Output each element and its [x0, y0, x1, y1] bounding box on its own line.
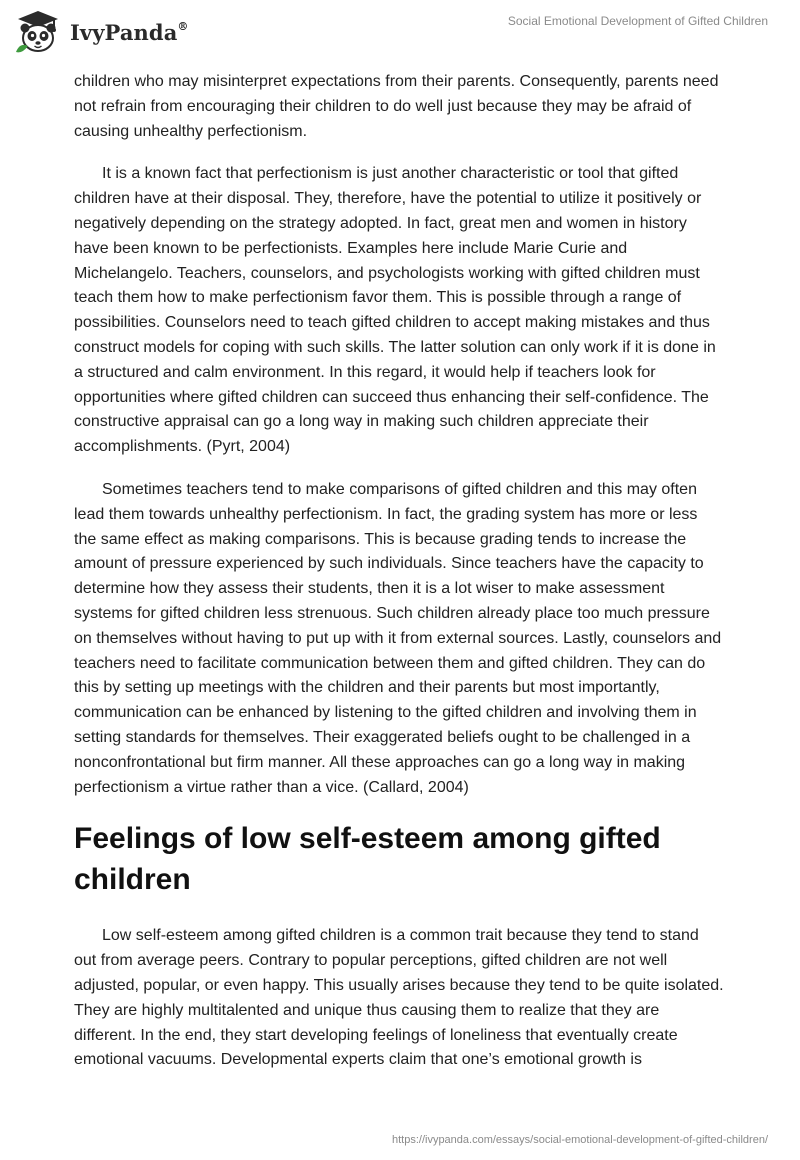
- paragraph: Low self-esteem among gifted children is a common trait because they tend to stand out from average peers. Contrary to popular perceptions, gifted children are not well adjusted, popular, or even happy. This usually arises because they tend to be quite isolated. They are highly multitalented and unique thus causing them to realize that they are different. In the end, they start developing feelings of loneliness that eventually create emotional vacuums. Developmental experts claim that one’s emotional growth is: [74, 927, 724, 1069]
- paragraph: children who may misinterpret expectations from their parents. Consequently, parents need not refrain from encouraging their children to do well just because they may be afraid of causing unhealthy perfectionism.: [74, 73, 719, 140]
- page-header: [0, 0, 800, 64]
- brand-name: IvyPanda®: [70, 19, 189, 45]
- article-body: [74, 70, 724, 1091]
- paragraph: It is a known fact that perfectionism is just another characteristic or tool that gifted children have at their disposal. They, therefore, have the potential to utilize it positively or negatively depending on the strategy adopted. In fact, great men and women in history have been known to be perfectionists. Examples here include Marie Curie and Michelangelo. Teachers, counselors, and psychologists working with gifted children must teach them how to make perfectionism favor them. This is possible through a range of possibilities. Counselors need to teach gifted children to accept making mistakes and thus construct models for coping with such skills. The latter solution can only work if it is done in a structured and calm environment. In this regard, it would help if teachers look for opportunities where gifted children can succeed thus enhancing their self-confidence. The constructive appraisal can go a long way in making such children appreciate their accomplishments. (Pyrt, 2004): [74, 165, 716, 456]
- section-heading: Feelings of low self-esteem among gifted children: [74, 822, 661, 897]
- brand-logo[interactable]: [14, 8, 189, 56]
- paragraph: Sometimes teachers tend to make comparisons of gifted children and this may often lead them towards unhealthy perfectionism. In fact, the grading system has more or less the same effect as making comparisons. This is because grading tends to increase the amount of pressure experienced by such individuals. Since teachers have the capacity to determine how they assess their students, then it is a lot wiser to make assessment systems for gifted children less strenuous. Such children already place too much pressure on themselves without having to put up with it from external sources. Lastly, counselors and teachers need to facilitate communication between them and gifted children. They can do this by setting up meetings with the children and their parents but most importantly, communication can be enhanced by listening to the gifted children and involving them in setting standards for themselves. Their exaggerated beliefs ought to be challenged in a nonconfrontational but firm manner. All these approaches can go a long way in making perfectionism a virtue rather than a vice. (Callard, 2004): [74, 480, 722, 796]
- panda-logo-icon: [14, 8, 62, 56]
- source-url[interactable]: https://ivypanda.com/essays/social-emotional-development-of-gifted-children/: [391, 1134, 768, 1146]
- document-title: Social Emotional Development of Gifted Children: [507, 14, 768, 28]
